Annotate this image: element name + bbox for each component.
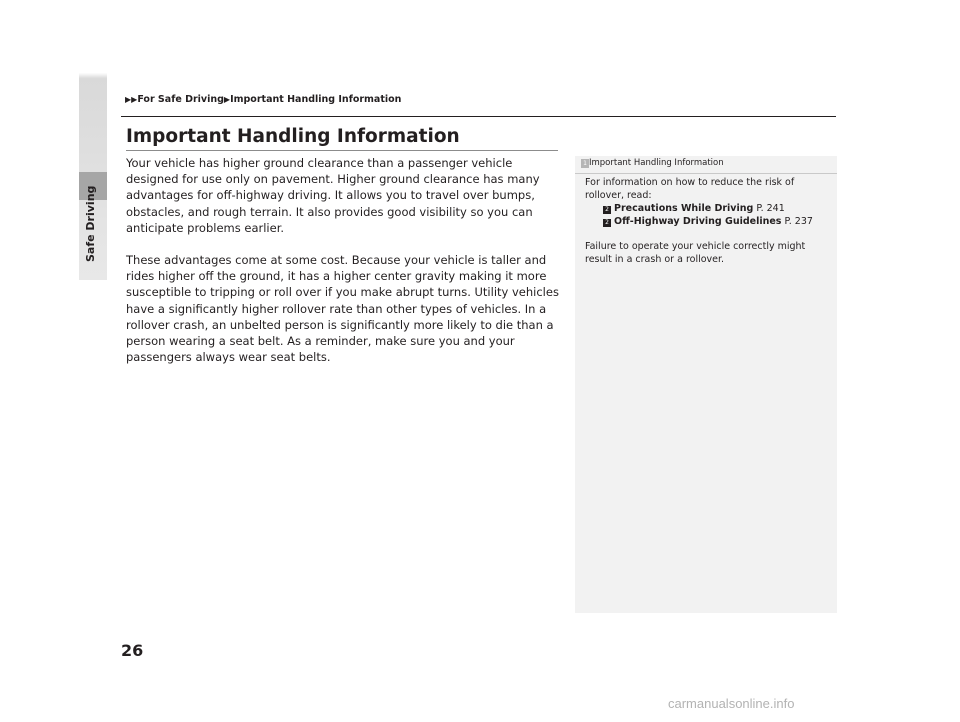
sidebar-heading-bar	[575, 156, 837, 174]
header-rule	[121, 116, 836, 117]
reference-arrow-icon: 2	[603, 206, 611, 214]
sidebar-body	[585, 176, 831, 266]
body-paragraph: These advantages come at some cost. Because your vehicle is taller and rides higher off the ground, it has a higher center gravity making it more susceptible to tripping or roll over if you make abrupt turns. Utility vehicles have a significantly higher rollover rate than other types of vehicles. In a rollover crash, an unbelted person is significantly more likely to die than a person wearing a seat belt. As a reminder, make sure you and your passengers always wear seat belts.	[126, 253, 559, 365]
reference-arrow-icon: 2	[603, 219, 611, 227]
breadcrumb-item[interactable]: For Safe Driving	[137, 94, 224, 105]
reference-link[interactable]	[603, 202, 831, 215]
sidebar-intro: For information on how to reduce the risk of rollover, read:	[585, 177, 795, 201]
reference-label: Precautions While Driving	[614, 203, 754, 214]
sidebar-heading: Important Handling Information	[589, 158, 724, 168]
reference-page: P. 241	[756, 203, 785, 214]
breadcrumb-arrow-icon: ▶▶	[125, 95, 138, 104]
title-rule	[126, 150, 558, 151]
reference-link[interactable]	[603, 215, 831, 228]
side-tab-label: Safe Driving	[84, 185, 97, 262]
note-marker-icon: 1	[581, 159, 589, 168]
sidebar-note: Failure to operate your vehicle correctly might result in a crash or a rollover.	[585, 241, 806, 265]
breadcrumb	[125, 94, 401, 105]
watermark: carmanualsonline.info	[668, 696, 795, 711]
page-number: 26	[121, 641, 144, 660]
breadcrumb-arrow-icon: ▶	[223, 95, 231, 104]
reference-label: Off-Highway Driving Guidelines	[614, 216, 782, 227]
sidebar-note-box	[575, 156, 837, 613]
reference-page: P. 237	[784, 216, 813, 227]
page-title: Important Handling Information	[126, 126, 460, 147]
breadcrumb-item[interactable]: Important Handling Information	[230, 94, 402, 105]
body-paragraph: Your vehicle has higher ground clearance than a passenger vehicle designed for use only on pavement. Higher ground clearance has many advantages for off-highway driving. It allows you to travel over bumps, obstacles, and rough terrain. It also provides good visibility so you can anticipate problems earlier.	[126, 156, 540, 235]
body-text	[126, 155, 562, 381]
